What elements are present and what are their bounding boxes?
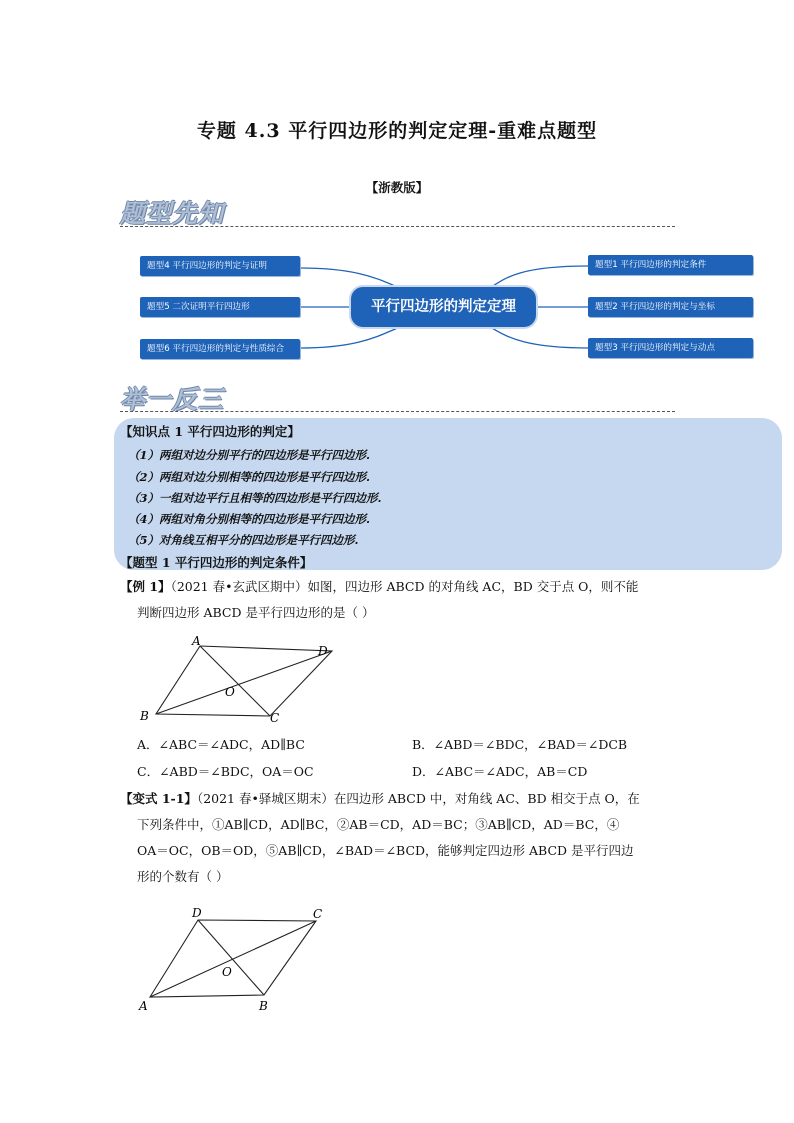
variant1-text: （2021 春•驿城区期末）在四边形 ABCD 中，对角线 AC、BD 相交于点 O，在 <box>196 791 640 806</box>
knowledge-item: （5）对角线互相平分的四边形是平行四边形. <box>128 533 359 547</box>
example1-text: （2021 春•玄武区期中）如图，四边形 ABCD 的对角线 AC，BD 交于点 O，则不能 <box>170 579 639 594</box>
point-o-label: O <box>222 965 232 979</box>
mindmap-type1: 题型1 平行四边形的判定条件 <box>588 255 753 275</box>
option-c: C．∠ABD＝∠BDC，OA＝OC <box>137 764 314 779</box>
type1-heading: 【题型 1 平行四边形的判定条件】 <box>120 555 313 570</box>
mindmap-center: 平行四边形的判定定理 <box>351 287 536 327</box>
page-title: 专题 4.3 平行四边形的判定定理-重难点题型 <box>196 120 598 142</box>
mindmap-type3: 题型3 平行四边形的判定与动点 <box>588 338 753 358</box>
example1-line2: 判断四边形 ABCD 是平行四边形的是（ ） <box>137 605 375 620</box>
point-b-label: B <box>140 709 149 723</box>
banner-practice: 举一反三 <box>120 385 225 414</box>
point-c-label: C <box>313 907 323 921</box>
mindmap-type4: 题型4 平行四边形的判定与证明 <box>140 256 300 276</box>
point-d-label: D <box>318 644 328 658</box>
option-b: B．∠ABD＝∠BDC，∠BAD＝∠DCB <box>412 737 628 752</box>
variant1-line4: 形的个数有（ ） <box>137 869 229 884</box>
knowledge-item: （1）两组对边分别平行的四边形是平行四边形. <box>128 448 371 462</box>
option-d: D．∠ABC＝∠ADC，AB＝CD <box>412 764 588 779</box>
knowledge-item: （3）一组对边平行且相等的四边形是平行四边形. <box>128 491 382 505</box>
variant1-line2: 下列条件中，①AB∥CD，AD∥BC，②AB＝CD，AD＝BC；③AB∥CD，AD＝BC，④ <box>137 817 620 832</box>
divider <box>120 411 675 412</box>
point-a-label: A <box>192 634 201 648</box>
point-c-label: C <box>270 711 280 725</box>
mindmap-type5: 题型5 二次证明平行四边形 <box>140 297 300 317</box>
example1-line1 <box>120 574 638 600</box>
example1-tag: 【例 1】 <box>120 579 171 594</box>
option-a: A．∠ABC＝∠ADC，AD∥BC <box>137 737 305 752</box>
mindmap-type2: 题型2 平行四边形的判定与坐标 <box>588 297 753 317</box>
mindmap-type6: 题型6 平行四边形的判定与性质综合 <box>140 339 300 359</box>
example1-figure <box>130 630 350 730</box>
banner-question-types: 题型先知 <box>120 199 225 228</box>
point-d-label: D <box>192 906 202 920</box>
variant1-tag: 【变式 1-1】 <box>120 791 197 806</box>
knowledge-heading: 【知识点 1 平行四边形的判定】 <box>120 424 300 439</box>
variant1-line1 <box>120 786 640 812</box>
point-o-label: O <box>225 685 235 699</box>
variant1-figure <box>130 900 340 1020</box>
variant1-line3: OA＝OC，OB＝OD，⑤AB∥CD，∠BAD＝∠BCD，能够判定四边形 ABCD 是平行四边 <box>137 843 634 858</box>
point-a-label: A <box>139 999 148 1013</box>
knowledge-item: （4）两组对角分别相等的四边形是平行四边形. <box>128 512 371 526</box>
knowledge-item: （2）两组对边分别相等的四边形是平行四边形. <box>128 470 371 484</box>
edition-label: 【浙教版】 <box>365 180 429 195</box>
point-b-label: B <box>259 999 268 1013</box>
divider <box>120 226 675 227</box>
